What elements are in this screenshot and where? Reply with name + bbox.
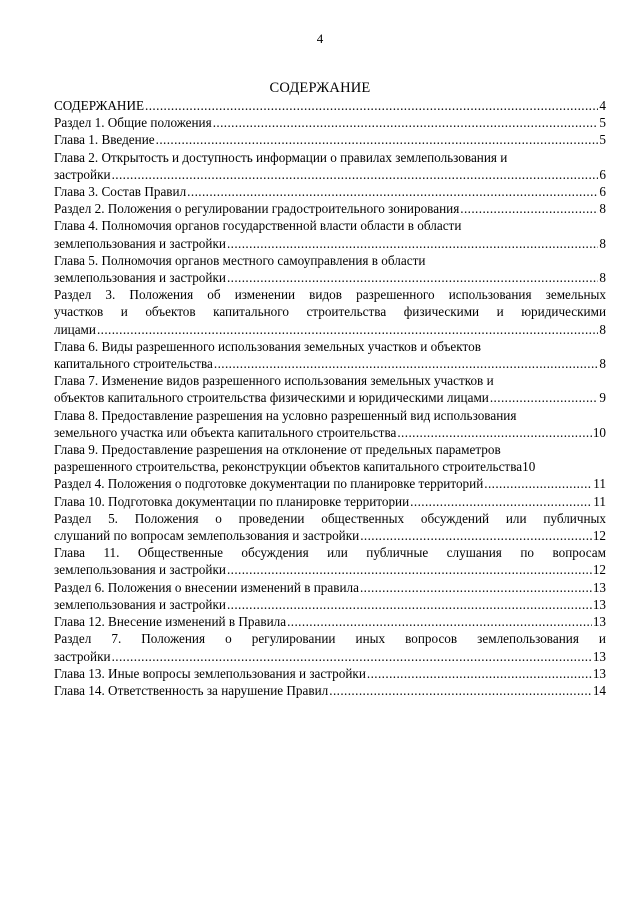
toc-entry-text-line: Глава 9. Предоставление разрешения на отклонение от предельных параметров: [54, 442, 501, 458]
toc-entry-title: Раздел 1. Общие положения: [54, 115, 212, 131]
toc-page-number: 13: [592, 614, 606, 630]
toc-entry-text-line: Раздел 7. Положения о регулировании иных вопросов землепользования и: [54, 631, 606, 647]
dot-leader: [145, 97, 598, 114]
toc-page-number: 14: [592, 682, 606, 698]
dot-leader: [214, 355, 599, 372]
toc-entry[interactable]: [54, 114, 606, 131]
toc-entry-title: разрешенного строительства, реконструкции объектов капитального строительства: [54, 459, 523, 475]
toc-entry[interactable]: [54, 286, 606, 338]
toc-entry[interactable]: [54, 217, 606, 251]
toc-entry-title: лицами: [54, 321, 96, 337]
toc-entry[interactable]: [54, 372, 606, 406]
toc-entry-title: слушаний по вопросам землепользования и застройки: [54, 528, 360, 544]
toc-title: СОДЕРЖАНИЕ: [269, 80, 371, 96]
toc-entry-title: Глава 10. Подготовка документации по планировке территории: [54, 493, 410, 509]
toc-entry-title: землепользования и застройки: [54, 562, 226, 578]
toc-entry[interactable]: [54, 682, 606, 699]
toc-page-number: 13: [592, 665, 606, 681]
toc-entry[interactable]: [54, 338, 606, 372]
toc-entry-text-line: Глава 2. Открытость и доступность информации о правилах землепользования и: [54, 149, 508, 165]
dot-leader: [490, 389, 599, 406]
page-number: 4: [316, 31, 324, 46]
dot-leader: [367, 665, 592, 682]
toc-entry-text-line: Раздел 3. Положения об изменении видов разрешенного использования земельных: [54, 287, 606, 303]
toc-page-number: 8: [599, 321, 606, 337]
toc-page-number: 6: [599, 166, 606, 182]
toc-entry[interactable]: [54, 630, 606, 664]
toc-entry-text-line: Глава 4. Полномочия органов государственной власти области в области: [54, 218, 462, 234]
dot-leader: [97, 321, 598, 338]
dot-leader: [227, 235, 598, 252]
toc-entry-title: Глава 3. Состав Правил: [54, 184, 187, 200]
toc-page-number: 12: [592, 562, 606, 578]
toc-entry[interactable]: [54, 665, 606, 682]
toc-entry-title: объектов капитального строительства физическими и юридическими лицами: [54, 390, 489, 406]
toc-entry-text-line: Глава 8. Предоставление разрешения на условно разрешенный вид использования: [54, 407, 517, 423]
toc-entry-title: земельного участка или объекта капитального строительства: [54, 424, 397, 440]
toc-entry[interactable]: [54, 441, 606, 475]
toc-page-number: 8: [599, 201, 606, 217]
toc-page-number: 6: [599, 184, 606, 200]
toc-entry[interactable]: [54, 544, 606, 578]
toc-page-number: 13: [592, 648, 606, 664]
dot-leader: [227, 596, 592, 613]
toc-entry-title: Раздел 6. Положения о внесении изменений в правила: [54, 579, 359, 595]
toc-page-number: 13: [592, 579, 606, 595]
toc-page-number: 11: [593, 493, 606, 509]
toc-page-number: 5: [599, 115, 606, 131]
toc-entry[interactable]: [54, 183, 606, 200]
toc-page-number: 4: [599, 98, 606, 113]
toc-entry-text-line: Глава 6. Виды разрешенного использования земельных участков и объектов: [54, 338, 481, 354]
toc-entry-title: капитального строительства: [54, 356, 213, 372]
toc-entry[interactable]: [54, 407, 606, 441]
dot-leader: [410, 493, 592, 510]
toc-entry-text-line: Раздел 5. Положения о проведении общественных обсуждений или публичных: [54, 510, 606, 526]
toc-entry-title: СОДЕРЖАНИЕ: [54, 98, 145, 113]
toc-page-number: 8: [599, 235, 606, 251]
toc-page-number: 12: [592, 528, 606, 544]
toc-page-number: 11: [593, 476, 606, 492]
toc-page-number: 8: [599, 270, 606, 286]
toc-entry-title: землепользования и застройки: [54, 235, 226, 251]
table-of-contents: [54, 97, 606, 699]
dot-leader: [213, 114, 599, 131]
toc-entry[interactable]: [54, 510, 606, 544]
dot-leader: [156, 131, 599, 148]
dot-leader: [227, 269, 598, 286]
toc-entry[interactable]: [54, 97, 606, 114]
toc-page-number: 10: [522, 459, 536, 475]
dot-leader: [227, 561, 592, 578]
toc-entry[interactable]: [54, 149, 606, 183]
toc-entry-text-line: участков и объектов капитального строительства физическими и юридическими: [54, 304, 606, 320]
dot-leader: [360, 527, 592, 544]
dot-leader: [112, 166, 599, 183]
toc-entry-title: Глава 14. Ответственность за нарушение Правил: [54, 682, 329, 698]
toc-page-number: 8: [599, 356, 606, 372]
toc-entry-title: Раздел 2. Положения о регулировании градостроительного зонирования: [54, 201, 460, 217]
dot-leader: [397, 424, 591, 441]
toc-entry-title: Глава 12. Внесение изменений в Правила: [54, 614, 287, 630]
toc-entry-text-line: Глава 11. Общественные обсуждения или публичные слушания по вопросам: [54, 545, 606, 561]
dot-leader: [460, 200, 598, 217]
toc-entry[interactable]: [54, 475, 606, 492]
toc-entry[interactable]: [54, 200, 606, 217]
toc-page-number: 9: [599, 390, 606, 406]
dot-leader: [287, 613, 592, 630]
toc-page-number: 13: [592, 596, 606, 612]
dot-leader: [484, 475, 592, 492]
toc-entry-title: Глава 1. Введение: [54, 132, 155, 148]
toc-entry-title: застройки: [54, 648, 111, 664]
toc-entry-title: землепользования и застройки: [54, 270, 226, 286]
toc-entry-title: Раздел 4. Положения о подготовке документации по планировке территорий: [54, 476, 484, 492]
toc-entry[interactable]: [54, 596, 606, 613]
toc-entry-text-line: Глава 5. Полномочия органов местного самоуправления в области: [54, 252, 426, 268]
dot-leader: [329, 682, 592, 699]
toc-entry[interactable]: [54, 493, 606, 510]
dot-leader: [187, 183, 598, 200]
toc-entry[interactable]: [54, 252, 606, 286]
toc-entry[interactable]: [54, 613, 606, 630]
dot-leader: [360, 579, 592, 596]
toc-entry-title: землепользования и застройки: [54, 596, 226, 612]
toc-entry-title: Глава 13. Иные вопросы землепользования и застройки: [54, 665, 366, 681]
toc-entry-title: застройки: [54, 166, 111, 182]
toc-entry[interactable]: [54, 131, 606, 148]
dot-leader: [112, 648, 592, 665]
toc-entry[interactable]: [54, 579, 606, 596]
toc-page-number: 10: [592, 424, 606, 440]
toc-page-number: 5: [599, 132, 606, 148]
toc-entry-text-line: Глава 7. Изменение видов разрешенного использования земельных участков и: [54, 373, 494, 389]
